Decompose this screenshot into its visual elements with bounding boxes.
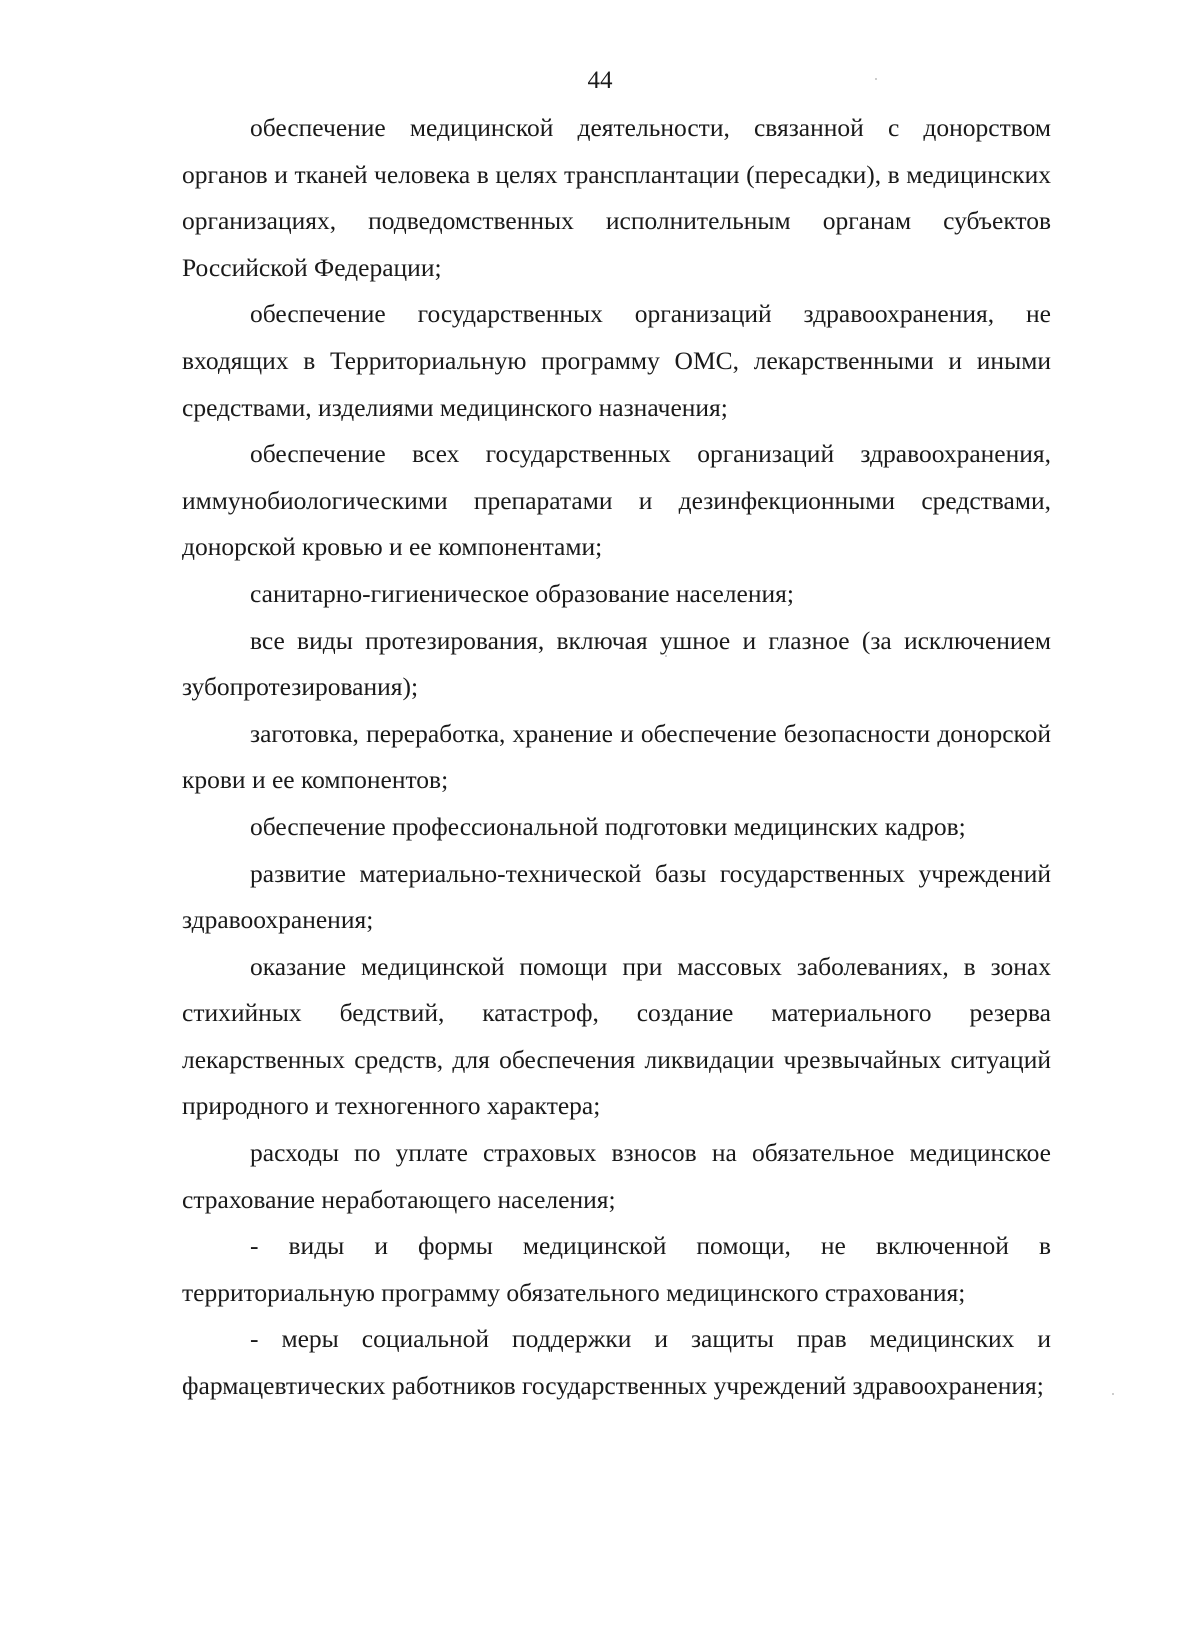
paragraph-blood-processing: заготовка, переработка, хранение и обеспечение безопасности донорской крови и ее компонентов;: [182, 718, 1051, 795]
paragraph-emergency-care: оказание медицинской помощи при массовых заболеваниях, в зонах стихийных бедствий, катастроф, создание материального резерва лекарственных средств, для обеспечения ликвидации чрезвычайных ситуаций природного и техногенного характера;: [182, 951, 1051, 1121]
scan-speck: [1112, 1393, 1114, 1395]
scan-speck: [875, 78, 877, 80]
document-body: [182, 105, 1051, 1410]
page-number: 44: [587, 67, 613, 94]
paragraph-transplant-donation: обеспечение медицинской деятельности, связанной с донорством органов и тканей человека в целях трансплантации (пересадки), в медицинских организациях, подведомственных исполнительным органам субъектов Российской Федерации;: [182, 113, 1051, 282]
paragraph-supply-non-oms-organizations: обеспечение государственных организаций здравоохранения, не входящих в Территориальную программу ОМС, лекарственными и иными средствами, изделиями медицинского назначения;: [182, 299, 1051, 422]
paragraph-care-types-outside-program: - виды и формы медицинской помощи, не включенной в территориальную программу обязательного медицинского страхования;: [182, 1231, 1051, 1307]
paragraph-staff-training: обеспечение профессиональной подготовки медицинских кадров;: [250, 811, 966, 841]
paragraph-social-support-measures: - меры социальной поддержки и защиты прав медицинских и фармацевтических работников государственных учреждений здравоохранения;: [182, 1324, 1051, 1401]
paragraph-insurance-contributions: расходы по уплате страховых взносов на обязательное медицинское страхование неработающего населения;: [182, 1138, 1051, 1214]
paragraph-prosthetics: все виды протезирования, включая ушное и глазное (за исключением зубопротезирования);: [182, 625, 1051, 702]
paragraph-immunobiological-supply: обеспечение всех государственных организаций здравоохранения, иммунобиологическими препаратами и дезинфекционными средствами, донорской кровью и ее компонентами;: [182, 439, 1051, 562]
paragraph-material-base: развитие материально-технической базы государственных учреждений здравоохранения;: [182, 858, 1051, 935]
scan-speck: [665, 655, 667, 657]
paragraph-sanitary-education: санитарно-гигиеническое образование населения;: [250, 578, 794, 608]
